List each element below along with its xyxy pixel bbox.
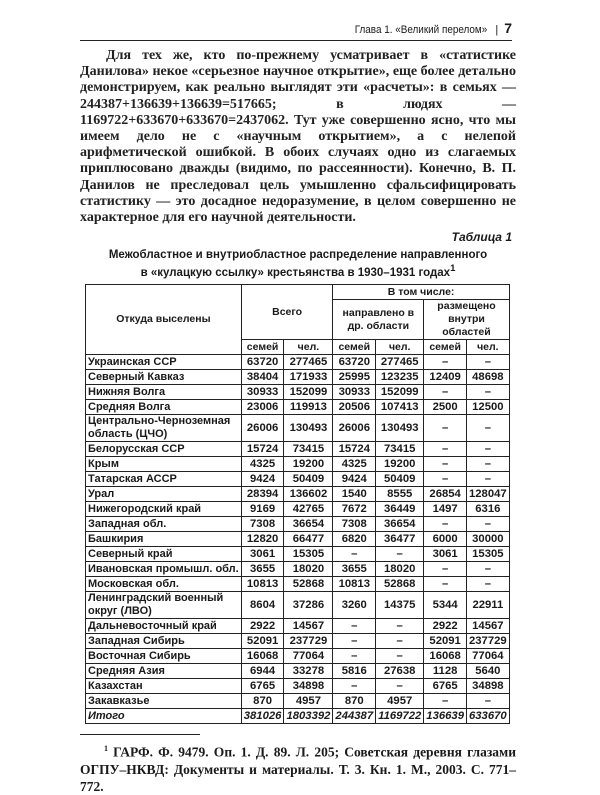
region-cell: Западная Сибирь — [86, 634, 242, 649]
value-cell: 1497 — [424, 502, 467, 517]
value-cell: – — [333, 679, 376, 694]
value-cell: 20506 — [333, 400, 376, 415]
value-cell: – — [466, 517, 509, 532]
footnote-mark: 1 — [104, 744, 108, 754]
table-total-row — [86, 709, 510, 724]
value-cell: 27638 — [376, 664, 424, 679]
value-cell: 237729 — [466, 634, 509, 649]
col-placed-families: семей — [424, 340, 467, 355]
value-cell: 1803392 — [284, 709, 333, 724]
value-cell: 36477 — [376, 532, 424, 547]
table-row — [86, 577, 510, 592]
value-cell: – — [466, 562, 509, 577]
value-cell: 6944 — [241, 664, 284, 679]
col-sent-families: семей — [333, 340, 376, 355]
value-cell: – — [376, 679, 424, 694]
footnote-text: ГАРФ. Ф. 9479. Оп. 1. Д. 89. Л. 205; Советская деревня глазами ОГПУ–НКВД: Документы и материалы. Т. 3. Кн. 1. М., 2003. С. 771–772. — [80, 744, 517, 794]
value-cell: – — [376, 649, 424, 664]
value-cell: 50409 — [284, 472, 333, 487]
value-cell: 7308 — [333, 517, 376, 532]
value-cell: 12820 — [241, 532, 284, 547]
region-cell: Нижняя Волга — [86, 385, 242, 400]
value-cell: 52091 — [241, 634, 284, 649]
value-cell: – — [424, 457, 467, 472]
table-row — [86, 502, 510, 517]
table-row — [86, 400, 510, 415]
region-cell: Казахстан — [86, 679, 242, 694]
value-cell: 277465 — [376, 355, 424, 370]
table-label: Таблица 1 — [451, 230, 512, 245]
value-cell: – — [466, 577, 509, 592]
value-cell: 3061 — [424, 547, 467, 562]
value-cell: – — [424, 577, 467, 592]
value-cell: 26006 — [333, 415, 376, 442]
body-text — [80, 48, 516, 226]
value-cell: – — [424, 385, 467, 400]
value-cell: 136639 — [424, 709, 467, 724]
table-row — [86, 694, 510, 709]
table-row — [86, 487, 510, 502]
region-cell: Татарская АССР — [86, 472, 242, 487]
value-cell: 77064 — [466, 649, 509, 664]
value-cell: 52868 — [284, 577, 333, 592]
col-from: Откуда выселены — [86, 285, 242, 355]
value-cell: 50409 — [376, 472, 424, 487]
value-cell: 15305 — [284, 547, 333, 562]
value-cell: 34898 — [466, 679, 509, 694]
value-cell: 237729 — [284, 634, 333, 649]
value-cell: 152099 — [376, 385, 424, 400]
region-cell: Северный Кавказ — [86, 370, 242, 385]
value-cell: – — [424, 355, 467, 370]
value-cell: 37286 — [284, 592, 333, 619]
table-row — [86, 370, 510, 385]
region-cell: Крым — [86, 457, 242, 472]
value-cell: 52868 — [376, 577, 424, 592]
value-cell: 4957 — [376, 694, 424, 709]
value-cell: 26006 — [241, 415, 284, 442]
region-cell: Центрально-Черноземная область (ЦЧО) — [86, 415, 242, 442]
value-cell: 34898 — [284, 679, 333, 694]
value-cell: 130493 — [376, 415, 424, 442]
value-cell: – — [466, 442, 509, 457]
value-cell: 30933 — [333, 385, 376, 400]
value-cell: 36654 — [284, 517, 333, 532]
deportation-table — [85, 284, 510, 724]
table-row — [86, 472, 510, 487]
value-cell: – — [333, 634, 376, 649]
value-cell: 2500 — [424, 400, 467, 415]
value-cell: 381026 — [241, 709, 284, 724]
table-row — [86, 385, 510, 400]
value-cell: – — [466, 472, 509, 487]
value-cell: – — [376, 547, 424, 562]
value-cell: 1128 — [424, 664, 467, 679]
value-cell: 33278 — [284, 664, 333, 679]
region-cell: Средняя Азия — [86, 664, 242, 679]
value-cell: 7672 — [333, 502, 376, 517]
table-row — [86, 355, 510, 370]
table-row — [86, 649, 510, 664]
value-cell: 73415 — [376, 442, 424, 457]
table-row — [86, 562, 510, 577]
paragraph: Для тех же, кто по-прежнему усматривает в «статистике Данилова» некое «серьезное научное открытие», еще более детально демонстрируем, как реально выглядят эти «расчеты»: в семьях — 244387+136639+136639=517665; в людях — 1169722+633670+633670=2437062. Тут уже совершенно ясно, что мы имеем дело не с «научным открытием», а с нелепой арифметической ошибкой. В обоих случаях одно из слагаемых приплюсовано дважды (видимо, по рассеянности). Конечно, В. П. Данилов не преследовал цель умышленно сфальсифицировать статистику — это досадное недоразумение, в целом совершенно не характерное для его научной деятельности. — [80, 48, 516, 226]
value-cell: 5640 — [466, 664, 509, 679]
value-cell: 63720 — [241, 355, 284, 370]
table-row — [86, 634, 510, 649]
page-number: 7 — [504, 20, 512, 36]
value-cell: 136602 — [284, 487, 333, 502]
value-cell: 3655 — [241, 562, 284, 577]
region-cell: Средняя Волга — [86, 400, 242, 415]
value-cell: 28394 — [241, 487, 284, 502]
value-cell: 15724 — [241, 442, 284, 457]
value-cell: 66477 — [284, 532, 333, 547]
footnote — [80, 740, 516, 795]
table-row — [86, 664, 510, 679]
table-row — [86, 517, 510, 532]
region-cell: Урал — [86, 487, 242, 502]
table-row — [86, 619, 510, 634]
value-cell: – — [424, 415, 467, 442]
value-cell: 870 — [241, 694, 284, 709]
col-including: В том числе: — [333, 285, 509, 300]
value-cell: 9424 — [333, 472, 376, 487]
value-cell: 38404 — [241, 370, 284, 385]
value-cell: – — [333, 547, 376, 562]
value-cell: 6000 — [424, 532, 467, 547]
value-cell: 16068 — [424, 649, 467, 664]
value-cell: 10813 — [241, 577, 284, 592]
chapter-title: Глава 1. «Великий перелом» — [354, 24, 488, 36]
region-cell: Итого — [86, 709, 242, 724]
footnote-ref: 1 — [450, 263, 456, 275]
table-row — [86, 679, 510, 694]
value-cell: 8555 — [376, 487, 424, 502]
value-cell: 14567 — [284, 619, 333, 634]
running-head — [80, 20, 512, 41]
region-cell: Белорусская ССР — [86, 442, 242, 457]
table-row — [86, 547, 510, 562]
region-cell: Московская обл. — [86, 577, 242, 592]
value-cell: 26854 — [424, 487, 467, 502]
value-cell: 15724 — [333, 442, 376, 457]
region-cell: Ленинградский военный округ (ЛВО) — [86, 592, 242, 619]
col-total-families: семей — [241, 340, 284, 355]
value-cell: 6765 — [424, 679, 467, 694]
col-placed: размещено внутри областей — [424, 300, 509, 340]
value-cell: – — [424, 442, 467, 457]
value-cell: 3061 — [241, 547, 284, 562]
region-cell: Нижегородский край — [86, 502, 242, 517]
value-cell: 3260 — [333, 592, 376, 619]
value-cell: 12409 — [424, 370, 467, 385]
header-separator: | — [495, 24, 499, 36]
value-cell: 8604 — [241, 592, 284, 619]
table-row — [86, 457, 510, 472]
value-cell: – — [376, 619, 424, 634]
region-cell: Дальневосточный край — [86, 619, 242, 634]
value-cell: 244387 — [333, 709, 376, 724]
value-cell: 2922 — [424, 619, 467, 634]
value-cell: 5816 — [333, 664, 376, 679]
value-cell: 128047 — [466, 487, 509, 502]
value-cell: – — [466, 415, 509, 442]
value-cell: 6316 — [466, 502, 509, 517]
value-cell: 123235 — [376, 370, 424, 385]
value-cell: 119913 — [284, 400, 333, 415]
value-cell: – — [333, 619, 376, 634]
footnote-divider — [80, 734, 200, 735]
value-cell: 3655 — [333, 562, 376, 577]
col-sent-people: чел. — [376, 340, 424, 355]
value-cell: 4325 — [333, 457, 376, 472]
value-cell: 152099 — [284, 385, 333, 400]
value-cell: 52091 — [424, 634, 467, 649]
value-cell: 107413 — [376, 400, 424, 415]
value-cell: 22911 — [466, 592, 509, 619]
value-cell: 1540 — [333, 487, 376, 502]
value-cell: – — [466, 457, 509, 472]
table-row — [86, 415, 510, 442]
value-cell: 18020 — [376, 562, 424, 577]
value-cell: 14375 — [376, 592, 424, 619]
value-cell: 42765 — [284, 502, 333, 517]
value-cell: 4957 — [284, 694, 333, 709]
table-row — [86, 592, 510, 619]
value-cell: – — [424, 517, 467, 532]
value-cell: 870 — [333, 694, 376, 709]
value-cell: 6765 — [241, 679, 284, 694]
page-content — [80, 48, 516, 795]
value-cell: 36654 — [376, 517, 424, 532]
value-cell: 19200 — [376, 457, 424, 472]
value-cell: 18020 — [284, 562, 333, 577]
value-cell: – — [466, 355, 509, 370]
value-cell: 5344 — [424, 592, 467, 619]
value-cell: 171933 — [284, 370, 333, 385]
value-cell: – — [424, 472, 467, 487]
col-placed-people: чел. — [466, 340, 509, 355]
value-cell: 73415 — [284, 442, 333, 457]
value-cell: 48698 — [466, 370, 509, 385]
table-row — [86, 442, 510, 457]
value-cell: 1169722 — [376, 709, 424, 724]
table-title-line1: Межобластное и внутриобластное распределение направленного — [108, 249, 488, 262]
region-cell: Западная обл. — [86, 517, 242, 532]
value-cell: 12500 — [466, 400, 509, 415]
value-cell: 6820 — [333, 532, 376, 547]
table-row — [86, 532, 510, 547]
col-sent: направлено в др. области — [333, 300, 424, 340]
region-cell: Ивановская промышл. обл. — [86, 562, 242, 577]
col-total: Всего — [241, 285, 333, 340]
value-cell: 7308 — [241, 517, 284, 532]
value-cell: – — [466, 385, 509, 400]
value-cell: 9169 — [241, 502, 284, 517]
region-cell: Закавказье — [86, 694, 242, 709]
value-cell: – — [424, 562, 467, 577]
value-cell: 277465 — [284, 355, 333, 370]
value-cell: 77064 — [284, 649, 333, 664]
value-cell: 2922 — [241, 619, 284, 634]
region-cell: Северный край — [86, 547, 242, 562]
value-cell: 10813 — [333, 577, 376, 592]
value-cell: 4325 — [241, 457, 284, 472]
value-cell: 14567 — [466, 619, 509, 634]
region-cell: Украинская ССР — [86, 355, 242, 370]
value-cell: – — [376, 634, 424, 649]
value-cell: 19200 — [284, 457, 333, 472]
value-cell: – — [466, 694, 509, 709]
region-cell: Башкирия — [86, 532, 242, 547]
value-cell: 15305 — [466, 547, 509, 562]
value-cell: 9424 — [241, 472, 284, 487]
value-cell: – — [424, 694, 467, 709]
col-total-people: чел. — [284, 340, 333, 355]
value-cell: 25995 — [333, 370, 376, 385]
value-cell: 36449 — [376, 502, 424, 517]
table-title — [80, 248, 516, 280]
value-cell: 30933 — [241, 385, 284, 400]
value-cell: 130493 — [284, 415, 333, 442]
value-cell: 30000 — [466, 532, 509, 547]
table-title-line2: в «кулацкую ссылку» крестьянства в 1930–1931 годах — [140, 267, 451, 280]
table-body — [86, 355, 510, 724]
value-cell: 23006 — [241, 400, 284, 415]
region-cell: Восточная Сибирь — [86, 649, 242, 664]
value-cell: 16068 — [241, 649, 284, 664]
value-cell: 633670 — [466, 709, 509, 724]
value-cell: – — [333, 649, 376, 664]
value-cell: 63720 — [333, 355, 376, 370]
